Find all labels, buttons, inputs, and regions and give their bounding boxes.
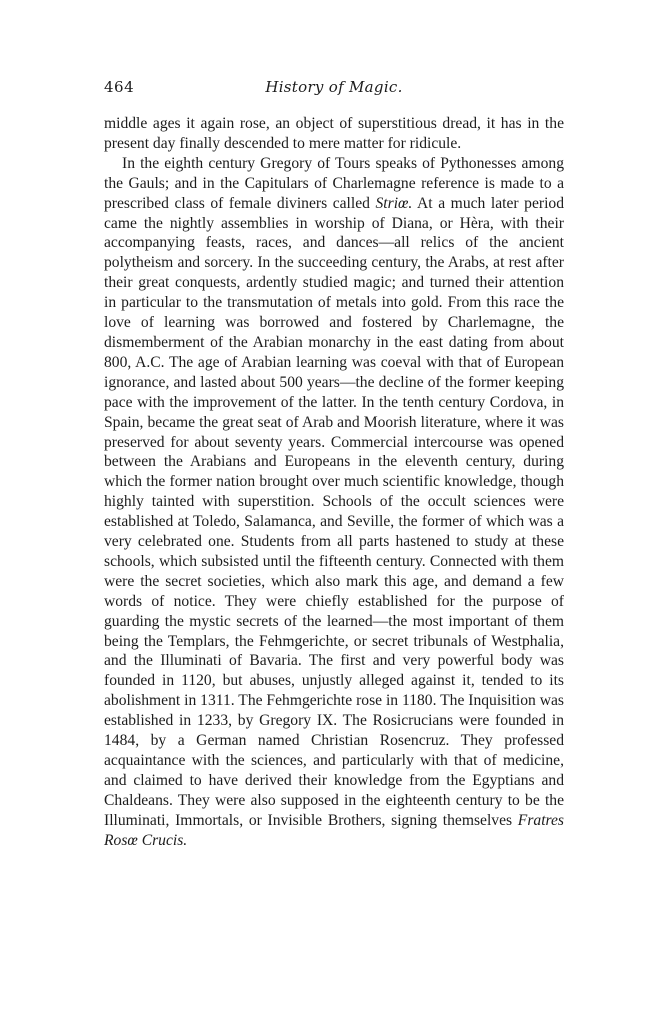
book-page [104, 78, 564, 851]
page-number: 464 [104, 78, 135, 96]
paragraph-text-part-b: At a much later period came the nightly assemblies in worship of Diana, or Hèra, with their accompanying feasts, races, and dances—all relics of the ancient polytheism and sorcery. In the succeeding century, the Arabs, at rest after their great conquests, ardently studied magic; and turned their attention in particular to the transmutation of metals into gold. From this race the love of learning was borrowed and fostered by Charlemagne, the dismemberment of the Arabian monarchy in the east dating from about 800, A.C. The age of Arabian learning was coeval with that of European ignorance, and lasted about 500 years—the decline of the former keeping pace with the improvement of the latter. In the tenth century Cordova, in Spain, became the great seat of Arab and Moorish literature, where it was preserved for about seventy years. Commercial intercourse was opened between the Arabians and Europeans in the eleventh century, during which the former nation brought over much scientific knowledge, though highly tainted with superstition. Schools of the occult sciences were established at Toledo, Salamanca, and Seville, the former of which was a very celebrated one. Students from all parts hastened to study at these schools, which subsisted until the fifteenth century. Connected with them were the secret societies, which also mark this age, and demand a few words of notice. They were chiefly established for the purpose of guarding the mystic secrets of the learned—the most important of them being the Templars, the Fehmgerichte, or secret tribunals of Westphalia, and the Illuminati of Bavaria. The first and very powerful body was founded in 1120, but abuses, unjustly alleged against it, tended to its abolishment in 1311. The Fehmgerichte rose in 1180. The Inquisition was established in 1233, by Gregory IX. The Rosicrucians were founded in 1484, by a German named Christian Rosencruz. They professed acquaintance with the sciences, and particularly with that of medicine, and claimed to have derived their knowledge from the Egyptians and Chaldeans. They were also supposed in the eighteenth century to be the Illuminati, Immortals, or Invisible Brothers, signing themselves [104, 194, 564, 829]
italic-term-fratres-rosae-crucis: Fratres Rosœ Crucis. [104, 811, 564, 849]
running-title: History of Magic. [265, 78, 403, 96]
italic-term-striae: Striœ. [375, 194, 413, 212]
paragraph-text-part-a: In the eighth century Gregory of Tours speaks of Pythonesses among the Gauls; and in the Capitulars of Charlemagne reference is made to a prescribed class of female diviners called [104, 154, 564, 212]
paragraph-text: middle ages it again rose, an object of superstitious dread, it has in the present day finally descended to mere matter for ridicule. [104, 115, 564, 152]
paragraph-continuation [104, 114, 564, 154]
page-header [104, 78, 564, 102]
paragraph-history [104, 154, 564, 851]
